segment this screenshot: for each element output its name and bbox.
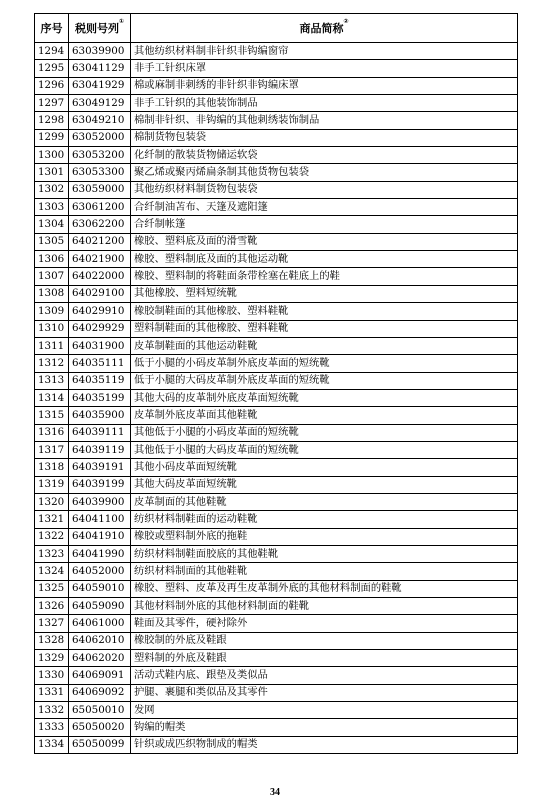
table-row [35,199,518,216]
cell-name: 化纤制的散装货物储运软袋 [131,147,518,164]
cell-code: 63041129 [69,60,131,77]
page-number: 34 [270,787,280,798]
cell-name: 合纤制帐篷 [131,216,518,233]
cell-seq: 1299 [35,129,69,146]
cell-seq: 1324 [35,563,69,580]
table-row [35,303,518,320]
cell-name: 其他低于小腿的小码皮革面的短统靴 [131,424,518,441]
cell-seq: 1308 [35,285,69,302]
cell-seq: 1312 [35,355,69,372]
cell-seq: 1303 [35,199,69,216]
cell-name: 棉制货物包装袋 [131,129,518,146]
cell-seq: 1314 [35,389,69,406]
table-row [35,355,518,372]
cell-seq: 1297 [35,95,69,112]
cell-seq: 1323 [35,545,69,562]
table-row [35,251,518,268]
cell-code: 64059010 [69,580,131,597]
table-row [35,285,518,302]
cell-seq: 1334 [35,736,69,753]
header-seq: 序号 [35,14,69,43]
table-row [35,632,518,649]
cell-seq: 1332 [35,702,69,719]
cell-seq: 1301 [35,164,69,181]
cell-seq: 1325 [35,580,69,597]
table-row [35,580,518,597]
cell-seq: 1330 [35,667,69,684]
header-code-footnote: ① [118,18,125,25]
table-row [35,424,518,441]
cell-name: 橡胶制的外底及鞋跟 [131,632,518,649]
cell-code: 63061200 [69,199,131,216]
table-row [35,164,518,181]
cell-seq: 1318 [35,459,69,476]
cell-seq: 1313 [35,372,69,389]
cell-code: 64021200 [69,233,131,250]
cell-name: 其他小码皮革面短统靴 [131,459,518,476]
cell-code: 64041100 [69,511,131,528]
cell-code: 63053300 [69,164,131,181]
cell-code: 65050099 [69,736,131,753]
cell-name: 其他材料制外底的其他材料制面的鞋靴 [131,598,518,615]
cell-seq: 1320 [35,493,69,510]
cell-code: 64039199 [69,476,131,493]
cell-seq: 1298 [35,112,69,129]
cell-seq: 1319 [35,476,69,493]
cell-code: 63039900 [69,43,131,60]
cell-code: 64039191 [69,459,131,476]
cell-seq: 1317 [35,441,69,458]
cell-name: 橡胶、塑料制底及面的其他运动靴 [131,251,518,268]
header-code-label: 税则号列 [74,22,119,35]
table-row [35,112,518,129]
cell-code: 64021900 [69,251,131,268]
cell-seq: 1316 [35,424,69,441]
table-row [35,320,518,337]
cell-seq: 1328 [35,632,69,649]
cell-code: 63041929 [69,77,131,94]
cell-name: 其他大码的皮革制外底皮革面短统靴 [131,389,518,406]
table-row [35,545,518,562]
table-row [35,268,518,285]
cell-code: 64022000 [69,268,131,285]
table-row [35,736,518,753]
table-row [35,407,518,424]
cell-name: 鞋面及其零件，硬衬除外 [131,615,518,632]
cell-name: 合纤制油苫布、天篷及遮阳篷 [131,199,518,216]
cell-name: 纺织材料制鞋面胶底的其他鞋靴 [131,545,518,562]
cell-name: 其他橡胶、塑料短统靴 [131,285,518,302]
cell-code: 64069091 [69,667,131,684]
cell-code: 63062200 [69,216,131,233]
cell-name: 低于小腿的大码皮革制外底皮革面的短统靴 [131,372,518,389]
table-row [35,528,518,545]
table-header-row [35,14,518,43]
cell-name: 其他大码皮革面短统靴 [131,476,518,493]
table-row [35,493,518,510]
table-row [35,337,518,354]
cell-seq: 1306 [35,251,69,268]
header-name-footnote: ② [343,18,349,25]
cell-seq: 1309 [35,303,69,320]
cell-name: 纺织材料制鞋面的运动鞋靴 [131,511,518,528]
table-row [35,684,518,701]
table-row [35,476,518,493]
cell-name: 皮革制面的其他鞋靴 [131,493,518,510]
cell-name: 塑料制的外底及鞋跟 [131,650,518,667]
table-row [35,233,518,250]
table-row [35,181,518,198]
cell-code: 64035900 [69,407,131,424]
cell-code: 64035199 [69,389,131,406]
cell-code: 64061000 [69,615,131,632]
cell-name: 棉制非针织、非钩编的其他刺绣装饰制品 [131,112,518,129]
table-row [35,511,518,528]
cell-seq: 1305 [35,233,69,250]
table-row [35,216,518,233]
table-row [35,372,518,389]
cell-seq: 1310 [35,320,69,337]
table-row [35,719,518,736]
header-name-label: 商品简称 [299,22,344,35]
table-row [35,77,518,94]
cell-name: 橡胶、塑料制的将鞋面条带栓塞在鞋底上的鞋 [131,268,518,285]
cell-code: 64029910 [69,303,131,320]
cell-seq: 1327 [35,615,69,632]
cell-code: 63053200 [69,147,131,164]
cell-name: 非手工针织床罩 [131,60,518,77]
table-row [35,563,518,580]
cell-code: 64039119 [69,441,131,458]
cell-code: 64039111 [69,424,131,441]
cell-seq: 1295 [35,60,69,77]
cell-code: 63052000 [69,129,131,146]
cell-name: 发网 [131,702,518,719]
table-row [35,60,518,77]
table-row [35,129,518,146]
cell-seq: 1304 [35,216,69,233]
cell-code: 64059090 [69,598,131,615]
cell-seq: 1322 [35,528,69,545]
header-name [131,14,518,43]
cell-code: 64035111 [69,355,131,372]
cell-name: 橡胶或塑料制外底的拖鞋 [131,528,518,545]
cell-name: 非手工针织的其他装饰制品 [131,95,518,112]
cell-code: 65050020 [69,719,131,736]
cell-name: 纺织材料制面的其他鞋靴 [131,563,518,580]
cell-code: 64029929 [69,320,131,337]
table-row [35,147,518,164]
cell-code: 64062010 [69,632,131,649]
cell-seq: 1331 [35,684,69,701]
table-row [35,702,518,719]
cell-seq: 1307 [35,268,69,285]
table-row [35,615,518,632]
cell-name: 其他纺织材料制货物包装袋 [131,181,518,198]
table-row [35,598,518,615]
cell-name: 橡胶、塑料底及面的滑雪靴 [131,233,518,250]
cell-code: 64035119 [69,372,131,389]
header-code [69,14,131,43]
cell-name: 其他低于小腿的大码皮革面的短统靴 [131,441,518,458]
cell-name: 棉或麻制非刺绣的非针织非钩编床罩 [131,77,518,94]
cell-name: 皮革制鞋面的其他运动鞋靴 [131,337,518,354]
table-row [35,95,518,112]
cell-seq: 1321 [35,511,69,528]
table-row [35,441,518,458]
table-row [35,459,518,476]
cell-name: 低于小腿的小码皮革制外底皮革面的短统靴 [131,355,518,372]
cell-seq: 1326 [35,598,69,615]
cell-seq: 1329 [35,650,69,667]
cell-seq: 1300 [35,147,69,164]
cell-code: 64062020 [69,650,131,667]
cell-seq: 1333 [35,719,69,736]
cell-name: 橡胶制鞋面的其他橡胶、塑料鞋靴 [131,303,518,320]
cell-name: 钩编的帽类 [131,719,518,736]
cell-code: 63049129 [69,95,131,112]
cell-code: 64031900 [69,337,131,354]
cell-name: 护腿、裹腿和类似品及其零件 [131,684,518,701]
cell-seq: 1311 [35,337,69,354]
cell-name: 聚乙烯或聚丙烯扁条制其他货物包装袋 [131,164,518,181]
cell-seq: 1296 [35,77,69,94]
table-row [35,389,518,406]
cell-name: 活动式鞋内底、跟垫及类似品 [131,667,518,684]
cell-seq: 1302 [35,181,69,198]
cell-code: 64052000 [69,563,131,580]
cell-seq: 1315 [35,407,69,424]
table-row [35,43,518,60]
tariff-table [34,13,518,754]
cell-code: 64041910 [69,528,131,545]
cell-name: 皮革制外底皮革面其他鞋靴 [131,407,518,424]
cell-name: 其他纺织材料制非针织非钩编窗帘 [131,43,518,60]
cell-code: 63049210 [69,112,131,129]
cell-name: 塑料制鞋面的其他橡胶、塑料鞋靴 [131,320,518,337]
cell-code: 64029100 [69,285,131,302]
cell-name: 橡胶、塑料、皮革及再生皮革制外底的其他材料制面的鞋靴 [131,580,518,597]
cell-name: 针织或成匹织物制成的帽类 [131,736,518,753]
cell-seq: 1294 [35,43,69,60]
cell-code: 64039900 [69,493,131,510]
cell-code: 65050010 [69,702,131,719]
cell-code: 64041990 [69,545,131,562]
cell-code: 64069092 [69,684,131,701]
table-row [35,650,518,667]
table-row [35,667,518,684]
cell-code: 63059000 [69,181,131,198]
